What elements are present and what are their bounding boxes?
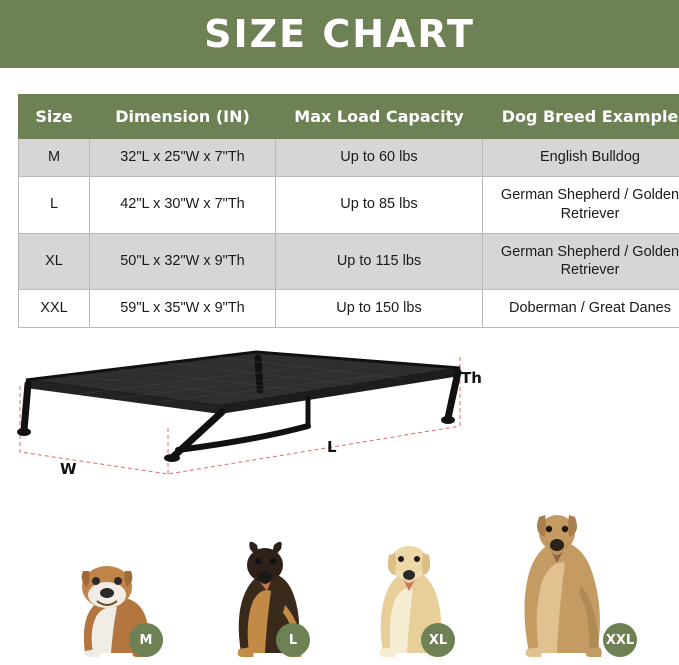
cell-size: L (19, 176, 90, 233)
cell-dimension: 42"L x 30"W x 7"Th (90, 176, 276, 233)
size-badge-xxl: XXL (603, 623, 637, 657)
column-header-size: Size (19, 95, 90, 139)
cell-size: M (19, 139, 90, 177)
size-badge-xl: XL (421, 623, 455, 657)
dimension-label-height: Th (461, 369, 482, 388)
elevated-dog-bed-icon (8, 334, 478, 484)
dimension-label-width: W (60, 460, 77, 479)
size-badge-l: L (276, 623, 310, 657)
cell-breed: German Shepherd / Golden Retriever (483, 233, 679, 290)
table-head (19, 95, 679, 139)
cell-max-load: Up to 150 lbs (276, 290, 483, 328)
table-body (19, 139, 679, 328)
table-row (19, 176, 679, 233)
cell-max-load: Up to 60 lbs (276, 139, 483, 177)
cell-dimension: 59"L x 35"W x 9"Th (90, 290, 276, 328)
bed-illustration (0, 334, 679, 484)
cell-breed: German Shepherd / Golden Retriever (483, 176, 679, 233)
table-header-row (19, 95, 679, 139)
cell-breed: English Bulldog (483, 139, 679, 177)
cell-max-load: Up to 85 lbs (276, 176, 483, 233)
table-row (19, 233, 679, 290)
table-row (19, 139, 679, 177)
dog-breed-row (0, 495, 679, 665)
dimension-label-length: L (327, 438, 337, 457)
page-header (0, 0, 679, 68)
table-row (19, 290, 679, 328)
cell-size: XXL (19, 290, 90, 328)
cell-dimension: 50"L x 32"W x 9"Th (90, 233, 276, 290)
cell-dimension: 32"L x 25"W x 7"Th (90, 139, 276, 177)
size-table-container (0, 68, 679, 328)
column-header-dimension: Dimension (IN) (90, 95, 276, 139)
page-title: SIZE CHART (204, 12, 475, 56)
size-badge-m: M (129, 623, 163, 657)
cell-max-load: Up to 115 lbs (276, 233, 483, 290)
cell-breed: Doberman / Great Danes (483, 290, 679, 328)
size-table (18, 94, 679, 328)
column-header-max-load: Max Load Capacity (276, 95, 483, 139)
cell-size: XL (19, 233, 90, 290)
column-header-breed: Dog Breed Example (483, 95, 679, 139)
